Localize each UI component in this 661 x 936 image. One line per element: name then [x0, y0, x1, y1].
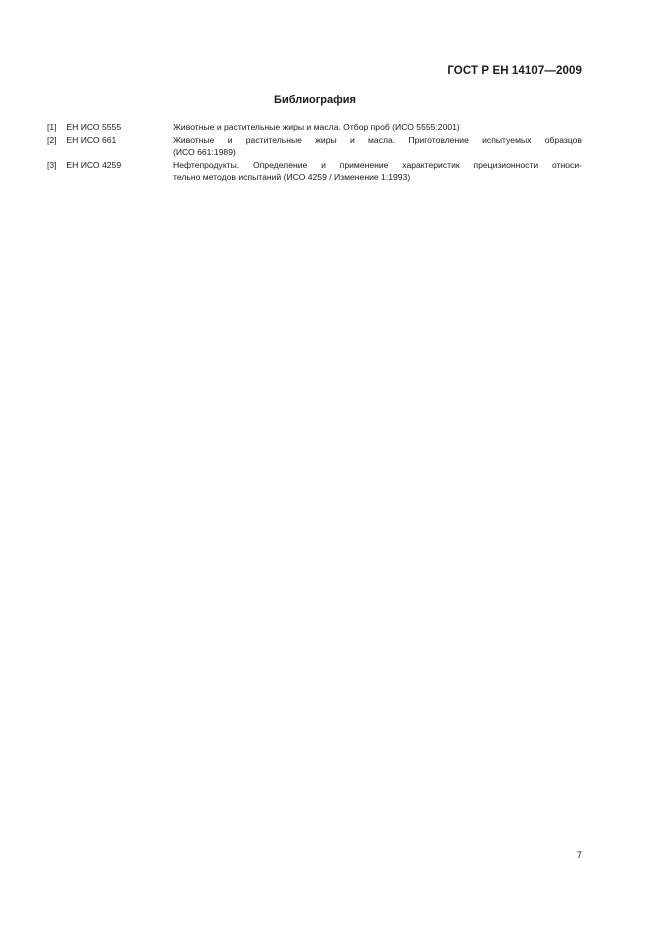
bibliography-list	[47, 121, 582, 184]
entry-number: [3]	[47, 160, 57, 170]
bibliography-ref	[47, 121, 173, 133]
entry-number: [1]	[47, 122, 57, 132]
bibliography-entry	[47, 134, 582, 158]
document-code: ГОСТ Р ЕН 14107—2009	[447, 65, 582, 77]
page-number: 7	[576, 850, 582, 861]
entry-number: [2]	[47, 135, 57, 145]
entry-code: ЕН ИСО 5555	[66, 122, 122, 132]
entry-text-line: Нефтепродукты. Определение и применение характеристик прецизионности относи-	[173, 160, 582, 170]
entry-text-line: тельно методов испытаний (ИСО 4259 / Изменение 1:1993)	[173, 172, 411, 182]
bibliography-entry	[47, 159, 582, 183]
entry-text	[173, 134, 582, 158]
entry-text-line: Животные и растительные жиры и масла. Отбор проб (ИСО 5555:2001)	[173, 122, 460, 132]
entry-text-line: Животные и растительные жиры и масла. Приготовление испытуемых образцов	[173, 135, 582, 145]
bibliography-ref	[47, 134, 173, 158]
entry-text-line: (ИСО 661:1989)	[173, 147, 236, 157]
entry-code: ЕН ИСО 4259	[66, 160, 122, 170]
bibliography-title: Библиография	[274, 94, 356, 106]
entry-text	[173, 121, 582, 133]
bibliography-entry	[47, 121, 582, 133]
bibliography-ref	[47, 159, 173, 183]
entry-code: ЕН ИСО 661	[66, 135, 117, 145]
entry-text	[173, 159, 582, 183]
